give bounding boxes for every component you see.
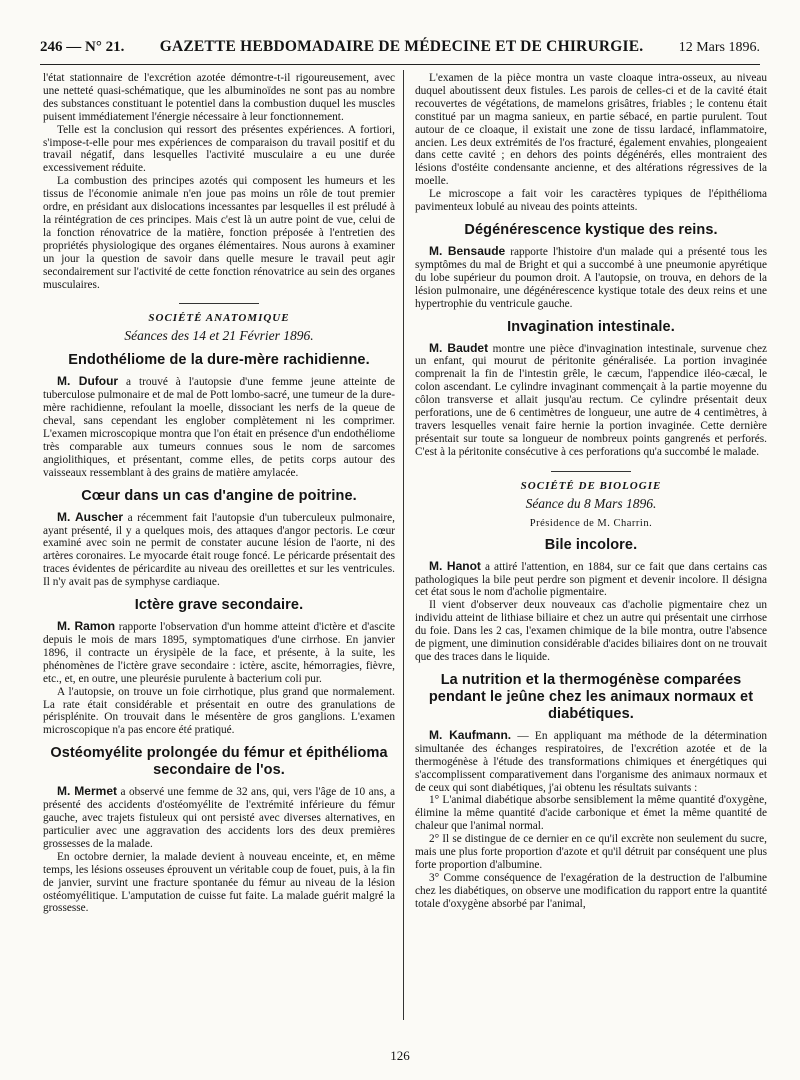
article-paragraph: M. Kaufmann. — En appliquant ma méthode de la détermination simultanée des échanges respiratoires, de l'excrétion azotée et de la thermogénèse à l'étude des transformations chimiques et énergétiques qui s'accomplissent comparativement dans l'organisme des animaux normaux et de ceux qui sont diabétiques, j'ai obtenu les résultats suivants : [415,727,767,794]
session-date: Séance du 8 Mars 1896. [525,495,657,511]
article-paragraph: M. Auscher a récemment fait l'autopsie d'un tuberculeux pulmonaire, ayant présenté, il y a quelques mois, des attaques d'angor pectoris. Le cœur examiné avec soin ne permit de constater aucune lésion de l'aorte, ni des artères coronaires. Le myocarde était rouge foncé. Le péricarde présentait des traces évidentes de péricardite au niveau des oreillettes et sur les ventricules. Il n'y avait pas de symphyse cardiaque. [43,509,395,589]
intro-paragraph-3: La combustion des principes azotés qui composent les humeurs et les tissus de l'économie animale n'en joue pas moins un rôle de tout premier ordre, en présidant aux dislocations incessantes par lesquelles il est préludé à la réintégration de ces principes. Mais c'est là un autre point de vue, celui de la fonction rénovatrice de la matière, fonction préposée à l'entretien des propriétés physiologique des organes élémentaires. Nous aurons à examiner un jour la question de savoir dans quelle mesure le travail peut agir secondairement sur l'activité de cette fonction rénovatrice au sein des organes musculaires. [43,175,395,291]
society-title: SOCIÉTÉ ANATOMIQUE [148,312,290,325]
section-rule [179,303,259,304]
session-dates: Séances des 14 et 21 Février 1896. [124,328,314,344]
issue-date: 12 Mars 1896. [678,40,760,55]
society-title: SOCIÉTÉ DE BIOLOGIE [520,479,662,492]
author-name: M. Ramon [57,619,116,634]
header-rule [40,64,760,65]
article-paragraph: M. Hanot a attiré l'attention, en 1884, sur ce fait que dans certains cas pathologiques la bile peut perdre son pigment et devenir incolore. Il désigna cet état sous le nom d'acholie pigmentaire. [415,558,767,599]
article-paragraph: 1° L'animal diabétique absorbe sensiblement la même quantité d'oxygène, élimine la même quantité d'acide carbonique et émet la même quantité de chaleur que l'animal normal. [415,794,767,833]
article-paragraph: M. Mermet a observé une femme de 32 ans, qui, vers l'âge de 10 ans, a présenté des accidents d'ostéomyélite de l'extrémité inférieure du fémur gauche, avec trajets fistuleux qui ont persisté avec diverses alternatives, en particulier avec une aggravation des accidents lors des deux premières grossesses de la malade. [43,784,395,850]
author-name: M. Auscher [57,509,124,524]
article-heading: Cœur dans un cas d'angine de poitrine. [81,487,357,504]
page-issue-number: 246 — N° 21. [40,39,125,55]
article-paragraph: Le microscope a fait voir les caractères typiques de l'épithélioma pavimenteux lobulé au niveau des points atteints. [415,188,767,214]
article-heading: Ictère grave secondaire. [134,597,304,614]
running-header [40,38,760,62]
section-rule [551,471,631,472]
intro-paragraph-1: l'état stationnaire de l'excrétion azotée démontre-t-il rigoureusement, avec une netteté quasi-schématique, que les albuminoïdes ne sont pas au nombre des substances constituant le potentiel dans la combustion duquel les muscles puisent immédiatement l'énergie nécessaire à leur fonctionnement. [43,72,395,123]
left-column [43,72,395,1022]
article-paragraph: M. Baudet montre une pièce d'invagination intestinale, survenue chez un enfant, qui mourut de péritonite généralisée. La portion invaginée comprenait la fin de l'intestin grêle, le cæcum, l'appendice iléo-cæcal, le colon ascendant. Le cylindre invaginant commençait à la partie moyenne du côlon transverse et allait jusqu'au rectum. Ce cylindre présentait deux perforations, une de 6 centimètres de longueur, une autre de 4 centimètres, à travers lesquelles venait faire hernie la portion invaginée. Cette dernière présentait sur toute sa longueur de nombreux points gangrenés et perforés. C'est à la péritonite consécutive à ces perforations qu'a succombé le malade. [415,340,767,458]
presidency-line: Présidence de M. Charrin. [529,517,653,529]
author-name: M. Baudet [429,340,489,355]
article-heading: La nutrition et la thermogénèse comparées pendant le jeûne chez les animaux normaux et diabétiques. [428,671,754,722]
article-paragraph: L'examen de la pièce montra un vaste cloaque intra-osseux, au niveau duquel aboutissent deux fistules. Les parois de celles-ci et de la cavité était recouvertes de végétations, de mamelons grisâtres, friables ; le contenu était constitué par un magma sanieux, en partie sébacé, en partie purulent. Tout autour de ce cloaque, il existait une zone de tissu lardacé, inflammatoire, ancien. Les deux extrémités de l'os fracturé, également envahies, plongeaient dans cette cavité ; en dehors des points dégénérés, elles montraient des lésions d'ostéite condensante ancienne, et des altérations régressives de la moelle. [415,72,767,188]
author-name: M. Dufour [57,374,119,389]
column-divider [403,70,404,1020]
article-heading: Ostéomyélite prolongée du fémur et épithélioma secondaire de l'os. [50,745,388,779]
article-paragraph: M. Ramon rapporte l'observation d'un homme atteint d'ictère et d'ascite depuis le mois de mars 1895, symptomatiques d'une cirrhose. En janvier 1896, il contracte un érysipèle de la face, et présente, à la suite, les phénomènes de l'ictère grave secondaire : ictère, ascite, hémorragies, fièvre, etc., et, en outre, une pleurésie purulente à bacterium coli pur. [43,619,395,685]
journal-title: GAZETTE HEBDOMADAIRE DE MÉDECINE ET DE CHIRURGIE. [159,38,644,55]
author-name: M. Bensaude [429,243,506,258]
article-paragraph: Il vient d'observer deux nouveaux cas d'acholie pigmentaire chez un individu atteint de lithiase biliaire et chez un autre qui présentait une cirrhose du foie. Dans les 2 cas, l'examen chimique de la bile montra, outre l'absence de pigment, une diminution considérable d'acides biliaires dont on ne trouvait que des traces dans le liquide. [415,599,767,663]
article-paragraph: 2° Il se distingue de ce dernier en ce qu'il excrète non seulement du sucre, mais une plus forte proportion d'azote et qu'il détruit par conséquent une plus forte proportion d'albumine. [415,833,767,871]
author-name: M. Hanot [429,558,481,573]
article-heading: Endothéliome de la dure-mère rachidienne. [68,352,370,369]
author-name: M. Kaufmann. [429,727,512,742]
article-paragraph: A l'autopsie, on trouve un foie cirrhotique, plus grand que normalement. La rate était considérable et présentait en outre des granulations de périsplénite. On trouvait dans le mésentère de gros ganglions. L'examen microscopique n'a pas encore été pratiqué. [43,685,395,737]
article-paragraph: M. Bensaude rapporte l'histoire d'un malade qui a présenté tous les symptômes du mal de Bright et qui a succombé à une pneumonie apyrétique du lobe supérieur du poumon droit. A l'autopsie, on trouva, en dehors de la lésion pulmonaire, une dégénérescence kystique totale des deux reins et une hypertrophie du ventricule gauche. [415,243,767,310]
article-paragraph: 3° Comme conséquence de l'exagération de la destruction de l'albumine chez les diabétiques, on observe une modification du rapport entre la quantité totale d'oxygène absorbé par l'animal, [415,871,767,910]
article-heading: Bile incolore. [544,536,638,553]
intro-paragraph-2: Telle est la conclusion qui ressort des présentes expériences. A fortiori, s'impose-t-elle pour mes expériences de comparaison du travail positif et du travail négatif, dans lesquelles l'activité musculaire a eu une durée excessivement réduite. [43,123,395,175]
right-column [415,72,767,1022]
article-paragraph: En octobre dernier, la malade devient à nouveau enceinte, et, en même temps, les lésions osseuses éprouvent un véritable coup de fouet, puis, à la fin de janvier, survint une fracture spontanée du fémur au niveau de la lésion ostéomyélitique. L'amputation de cuisse fut faite. La malade guérit malgré la grossesse. [43,850,395,915]
article-heading: Dégénérescence kystique des reins. [464,221,718,238]
page-number: 126 [390,1048,410,1063]
article-paragraph: M. Dufour a trouvé à l'autopsie d'une femme jeune atteinte de tuberculose pulmonaire et de mal de Pott lombo-sacré, une tumeur de la dure-mère rachidienne, refoulant la moelle, dissociant les nerfs de la queue de cheval, sans cependant les englober complètement ni les comprimer. L'examen microscopique montra que l'on était en présence d'un endothéliome très comparable aux tumeurs connues sous le nom de sarcomes angiolithiques, et présentant, comme elles, de petits corps autour des vaisseaux ressemblant à des grains de matière amylacée. [43,374,395,479]
article-heading: Invagination intestinale. [507,318,675,335]
author-name: M. Mermet [57,784,117,799]
